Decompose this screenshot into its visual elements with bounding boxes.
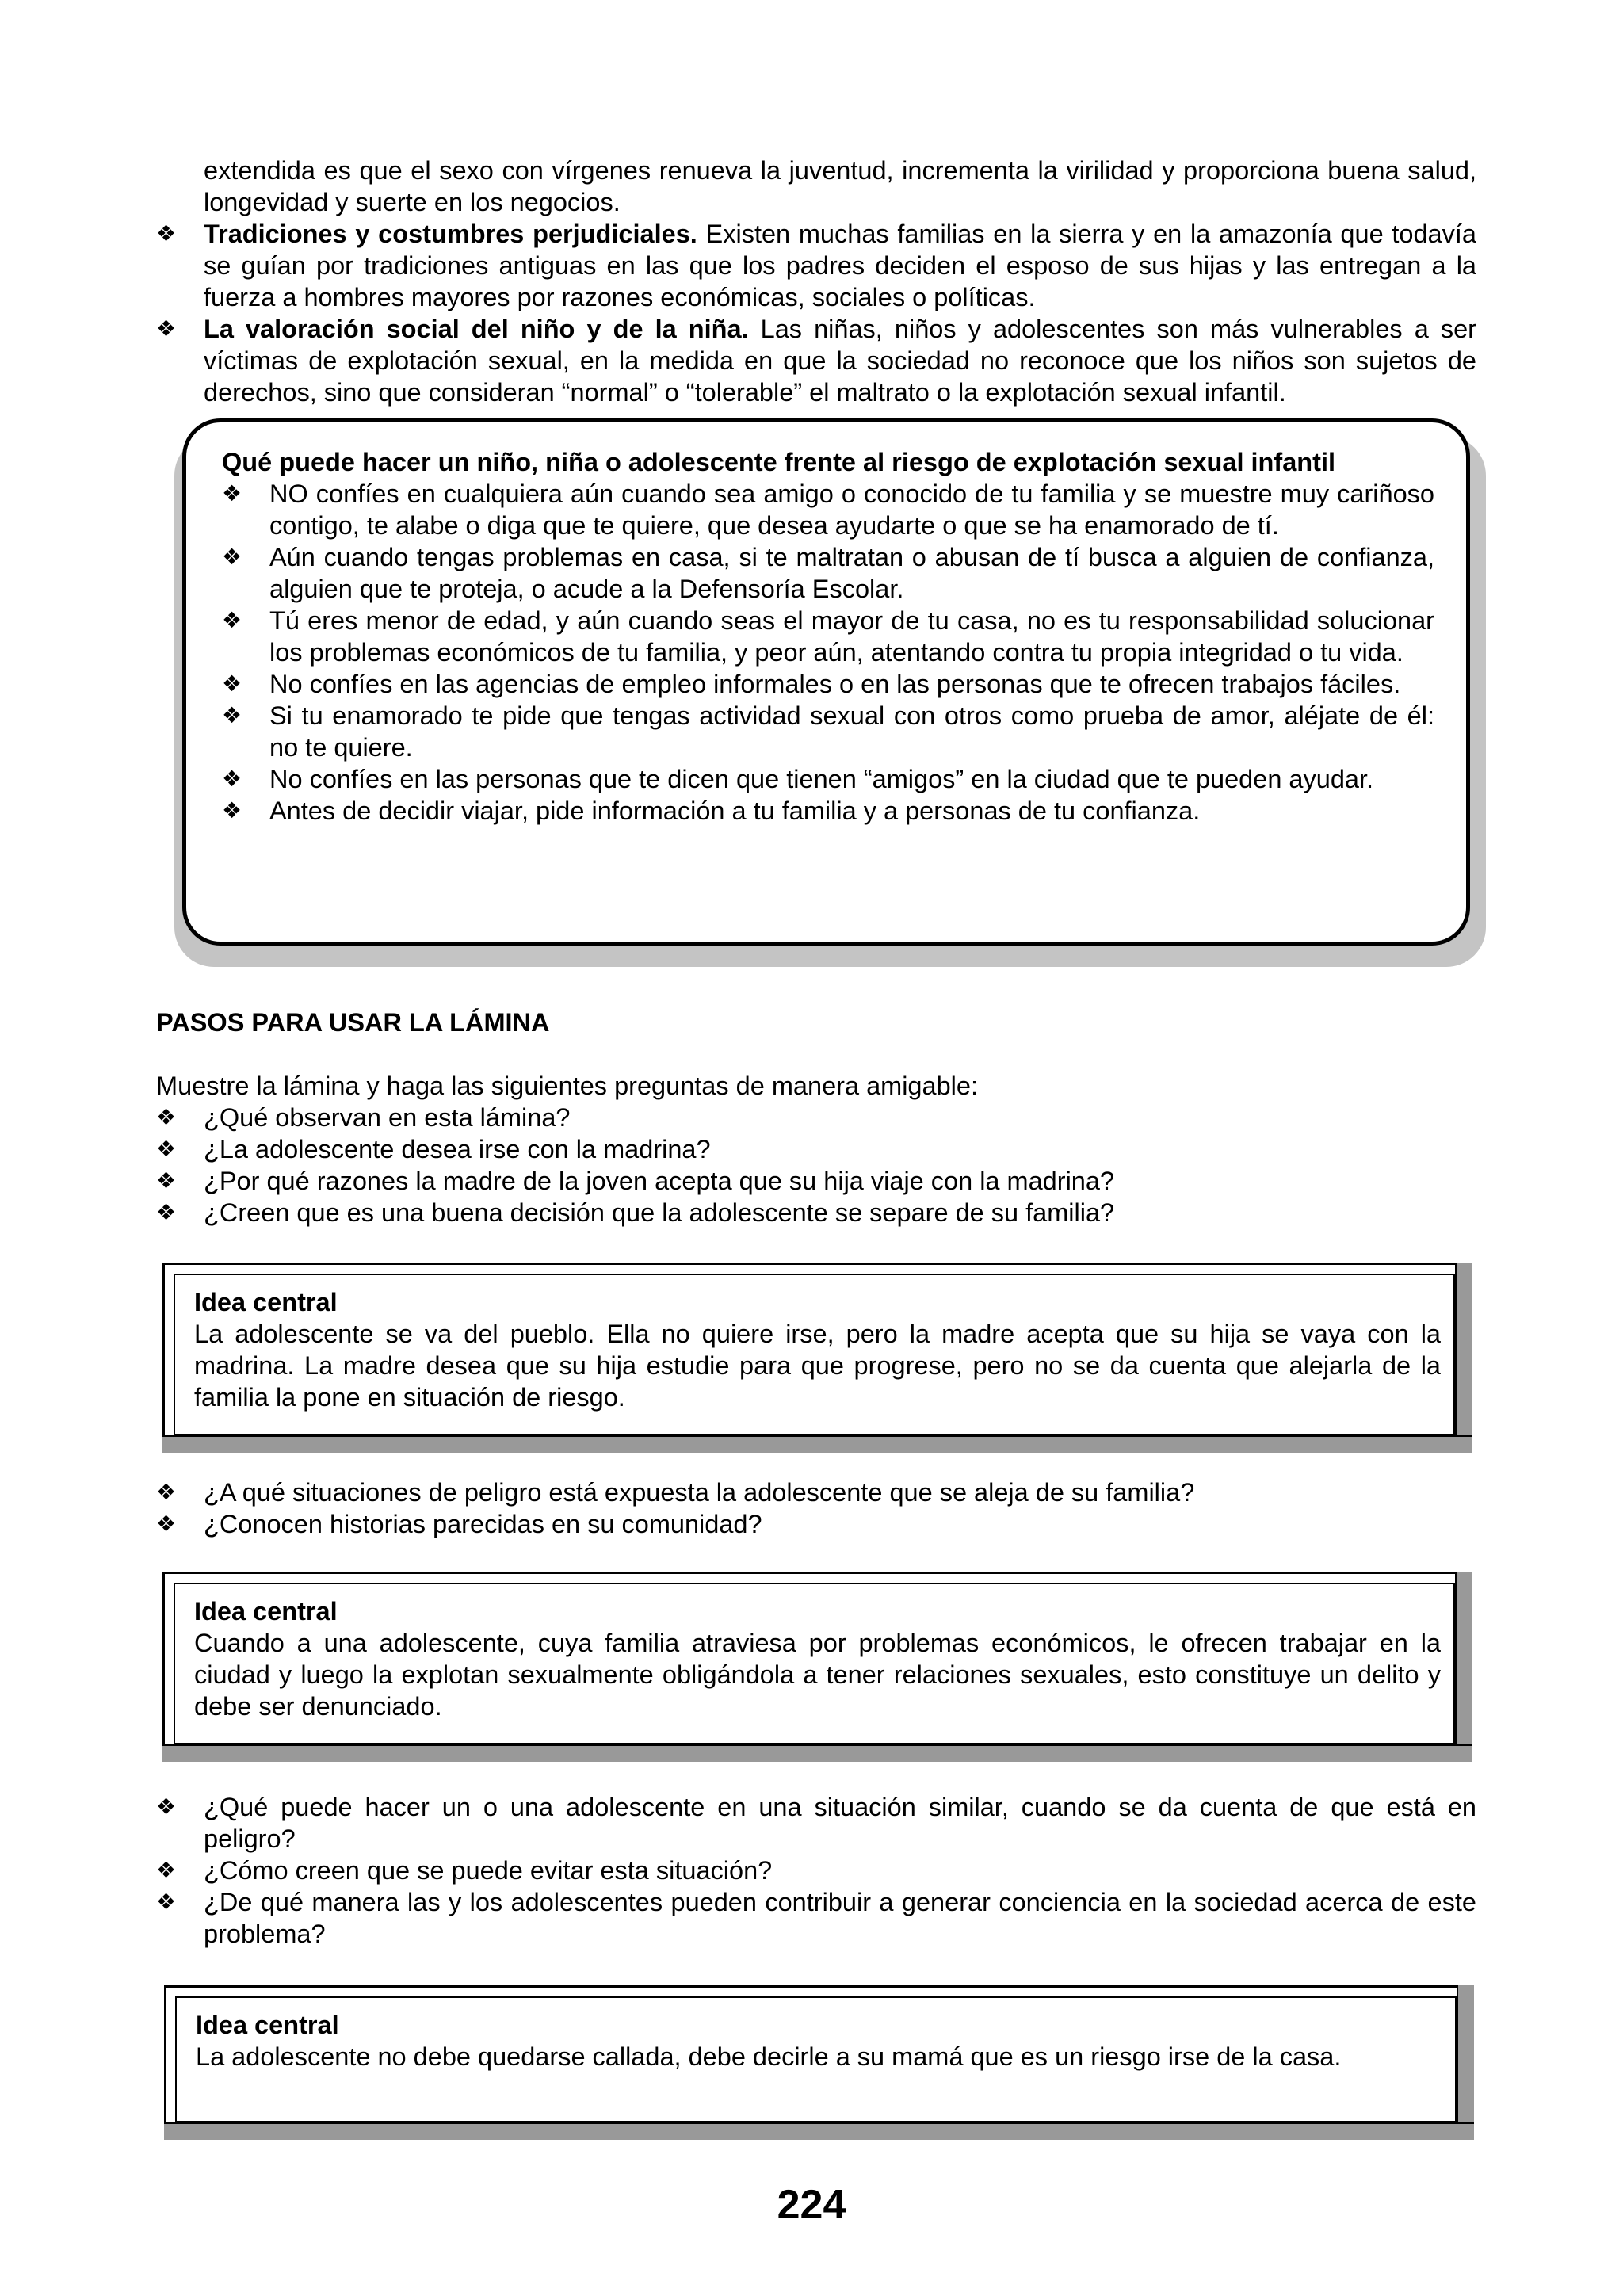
question-item: ❖ ¿Qué puede hacer un o una adolescente en una situación similar, cuando se da cuenta de que está en peligro? [156, 1793, 1476, 1853]
idea-text: Cuando a una adolescente, cuya familia atraviesa por problemas económicos, le ofrecen trabajar en la ciudad y luego la explotan sexualmente obligándola a tener relaciones sexuales, esto constituye un delito y debe ser denunciado. [194, 1629, 1441, 1721]
question-item: ❖ ¿La adolescente desea irse con la madrina? [156, 1135, 711, 1163]
risk-box-heading: Qué puede hacer un niño, niña o adolescente frente al riesgo de explotación sexual infantil [222, 448, 1336, 476]
continuation-paragraph: extendida es que el sexo con vírgenes renueva la juventud, incrementa la virilidad y proporciona buena salud, longevidad y suerte en los negocios. [204, 156, 1476, 216]
advice-item: ❖ Aún cuando tengas problemas en casa, si te maltratan o abusan de tí busca a alguien de confianza, alguien que te proteja, o acude a la Defensoría Escolar. [222, 543, 1434, 603]
diamond-bullet-icon: ❖ [222, 671, 242, 696]
diamond-bullet-icon: ❖ [156, 1480, 177, 1504]
advice-item: ❖ Antes de decidir viajar, pide información a tu familia y a personas de tu confianza. [222, 797, 1201, 825]
list-item [156, 218, 1476, 313]
risk-advice-box [182, 418, 1470, 946]
question-list [156, 1102, 1476, 1228]
question-list-3 [156, 1791, 1476, 1950]
idea-text: La adolescente no debe quedarse callada, debe decirle a su mamá que es un riesgo irse de la casa. [196, 2042, 1342, 2071]
idea-text: La adolescente se va del pueblo. Ella no quiere irse, pero la madre acepta que su hija se vaya con la madrina. La madre desea que su hija estudie para que progrese, pero no se da cuenta que alejarla de la familia la pone en situación de riesgo. [194, 1320, 1441, 1412]
diamond-bullet-icon: ❖ [156, 1137, 177, 1161]
question-item: ❖ ¿De qué manera las y los adolescentes pueden contribuir a generar conciencia en la sociedad acerca de este problema? [156, 1888, 1476, 1948]
diamond-bullet-icon: ❖ [222, 481, 242, 506]
diamond-bullet-icon: ❖ [222, 544, 242, 569]
top-text-section [156, 155, 1476, 408]
question-item: ❖ ¿Por qué razones la madre de la joven acepta que su hija viaje con la madrina? [156, 1167, 1115, 1195]
question-item: ❖ ¿Creen que es una buena decisión que la adolescente se separe de su familia? [156, 1198, 1115, 1227]
item-heading: Tradiciones y costumbres perjudiciales. [204, 220, 697, 248]
diamond-bullet-icon: ❖ [222, 798, 242, 823]
diamond-bullet-icon: ❖ [156, 1168, 177, 1193]
item-text: Existen muchas familias en la sierra y en la amazonía que todavía se guían por tradiciones antiguas en las que los padres deciden el esposo de sus hijas y las entregan a la fuerza a hombres mayores por razones económicas, sociales o políticas. [204, 220, 1476, 311]
item-heading: La valoración social del niño y de la niña. [204, 315, 749, 343]
diamond-bullet-icon: ❖ [156, 1200, 177, 1224]
idea-title: Idea central [194, 1288, 338, 1316]
idea-central-box-3 [164, 1985, 1474, 2140]
advice-item: ❖ No confíes en las agencias de empleo informales o en las personas que te ofrecen trabajos fáciles. [222, 670, 1401, 698]
diamond-bullet-icon: ❖ [222, 703, 242, 728]
question-item: ❖ ¿A qué situaciones de peligro está expuesta la adolescente que se aleja de su familia? [156, 1478, 1195, 1507]
page-number: 224 [777, 2182, 846, 2228]
question-item: ❖ ¿Qué observan en esta lámina? [156, 1103, 571, 1132]
idea-central-box-1 [162, 1263, 1472, 1453]
section-heading: PASOS PARA USAR LA LÁMINA [156, 1008, 550, 1037]
diamond-bullet-icon: ❖ [156, 316, 177, 341]
steps-section [156, 1007, 1476, 1228]
diamond-bullet-icon: ❖ [222, 608, 242, 632]
idea-central-box-2 [162, 1572, 1472, 1762]
question-list-2 [156, 1477, 1476, 1540]
item-text: Las niñas, niños y adolescentes son más vulnerables a ser víctimas de explotación sexual, en la medida en que la sociedad no reconoce que los niños son sujetos de derechos, sino que consideran “normal” o “tolerable” el maltrato o la explotación sexual infantil. [204, 315, 1477, 407]
advice-item: ❖ Si tu enamorado te pide que tengas actividad sexual con otros como prueba de amor, aléjate de él: no te quiere. [222, 701, 1434, 762]
diamond-bullet-icon: ❖ [156, 1858, 177, 1882]
diamond-bullet-icon: ❖ [156, 1889, 177, 1914]
diamond-bullet-icon: ❖ [156, 221, 177, 246]
advice-item: ❖ NO confíes en cualquiera aún cuando sea amigo o conocido de tu familia y se muestre muy cariñoso contigo, te alabe o diga que te quiere, que desea ayudarte o que se ha enamorado de tí. [222, 479, 1434, 540]
question-item: ❖ ¿Cómo creen que se puede evitar esta situación? [156, 1856, 773, 1885]
diamond-bullet-icon: ❖ [156, 1794, 177, 1819]
steps-intro: Muestre la lámina y haga las siguientes preguntas de manera amigable: [156, 1072, 978, 1100]
diamond-bullet-icon: ❖ [156, 1511, 177, 1536]
advice-item: ❖ Tú eres menor de edad, y aún cuando seas el mayor de tu casa, no es tu responsabilidad solucionar los problemas económicos de tu familia, y peor aún, atentando contra tu propia integridad o tu vida. [222, 606, 1434, 667]
idea-title: Idea central [194, 1597, 338, 1626]
list-item [156, 313, 1476, 408]
idea-title: Idea central [196, 2011, 339, 2039]
diamond-bullet-icon: ❖ [222, 766, 242, 791]
advice-item: ❖ No confíes en las personas que te dicen que tienen “amigos” en la ciudad que te pueden ayudar. [222, 765, 1374, 793]
question-item: ❖ ¿Conocen historias parecidas en su comunidad? [156, 1510, 762, 1538]
diamond-bullet-icon: ❖ [156, 1105, 177, 1129]
